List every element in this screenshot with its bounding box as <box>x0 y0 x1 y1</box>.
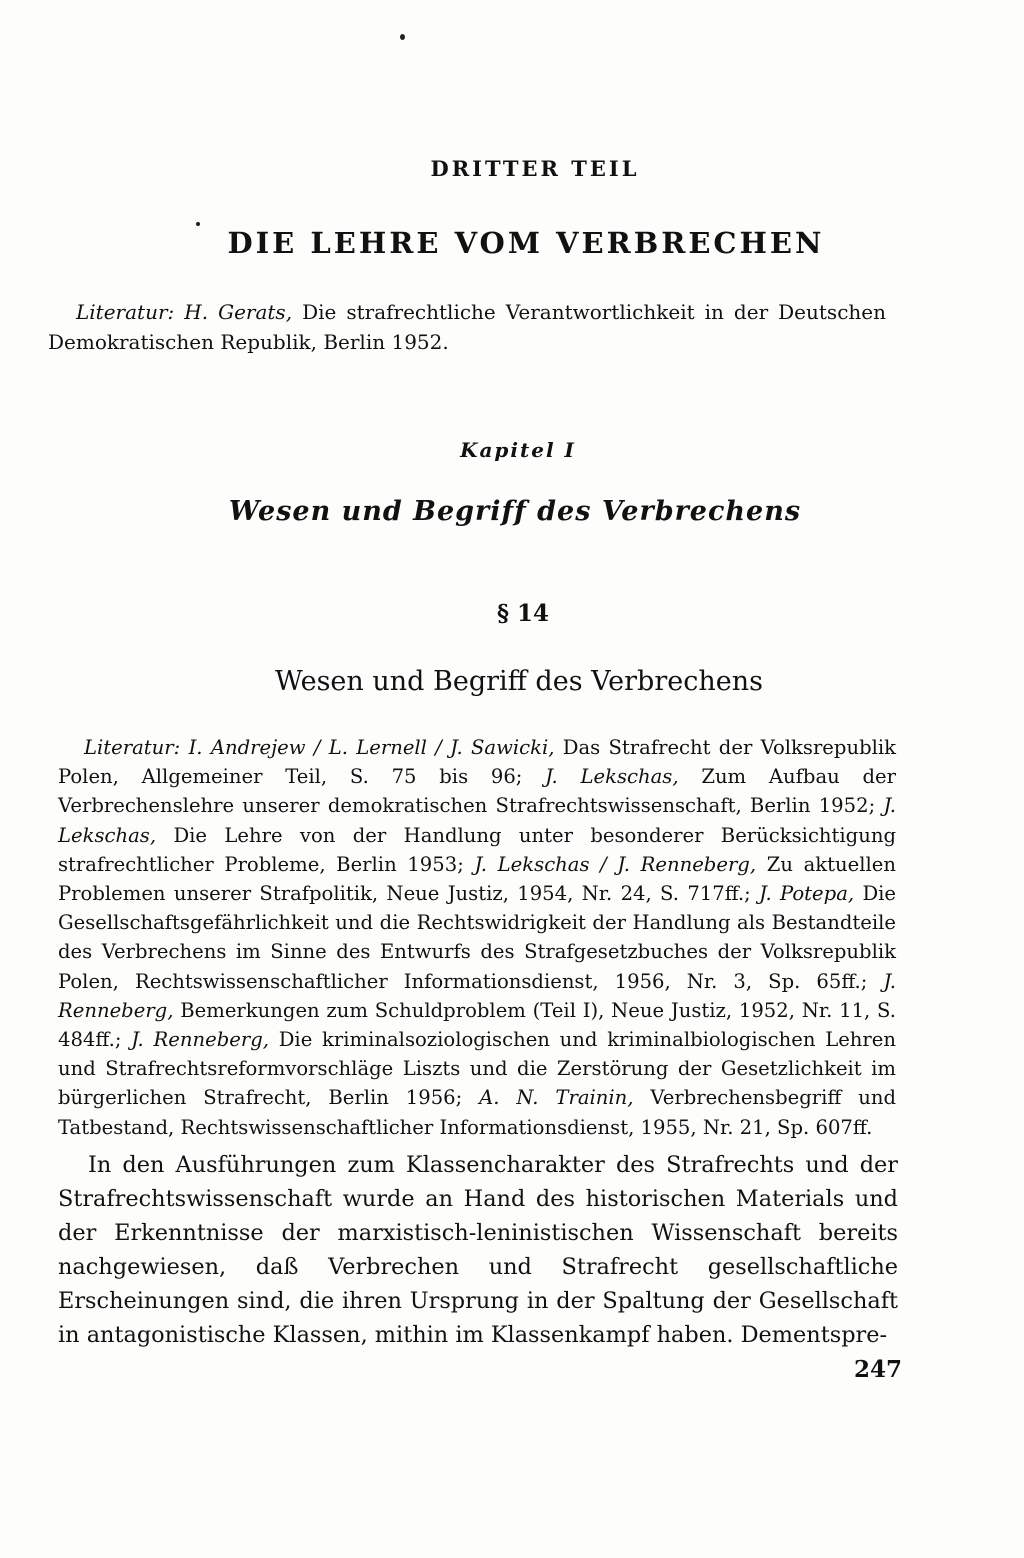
section-label: § 14 <box>496 600 550 627</box>
literature-entry-text: Bemerkungen zum Schuldproblem (Teil I), Neue Justiz, 1952, Nr. 11, S. 484ff.; <box>58 998 896 1052</box>
literature-entry-text: Verbrechensbegriff und Tatbestand, Rechtswissenschaftlicher Informationsdienst, 1955, Nr. 21, Sp. 607ff. <box>58 1086 896 1139</box>
print-speck <box>400 34 405 40</box>
chapter-label: Kapitel I <box>460 438 576 462</box>
literature-label: Literatur: <box>76 300 175 324</box>
literature-entry-text: Die Gesellschaftsgefährlichkeit und die Rechtswidrigkeit der Handlung als Bestandteile des Verbrechens im Sinne des Entwurfs des Strafgesetzbuches der Volksrepublik Polen, Rechtswissenschaftlicher Informationsdienst, 1956, Nr. 3, Sp. 65ff.; <box>58 882 897 993</box>
literature-label: Literatur: <box>84 736 181 759</box>
literature-author: A. N. Trainin, <box>479 1086 634 1110</box>
literature-author: J. Renneberg, <box>131 1028 269 1052</box>
literature-author: J. Lekschas, <box>545 765 679 789</box>
body-paragraph: In den Ausführungen zum Klassencharakter des Strafrechts und der Strafrechtswissenschaft wurde an Hand des historischen Materials und der Erkenntnisse der marxistisch-leninistischen Wissenschaft bereits nachgewiesen, daß Verbrechen und Strafrecht gesellschaftliche Erscheinungen sind, die ihren Ursprung in der Spaltung der Gesellschaft in antagonistische Klassen, mithin im Klassenkampf haben. Dementspre- <box>58 1152 898 1348</box>
literature-entry-text: Das Strafrecht der Volksrepublik Polen, Allgemeiner Teil, S. 75 bis 96; <box>58 736 897 789</box>
literature-author: H. Gerats, <box>184 300 293 324</box>
page-number: 247 <box>853 1356 902 1383</box>
literature-entry-text: Die Lehre von der Handlung unter besonderer Berücksichtigung strafrechtlicher Probleme, Berlin 1953; <box>58 823 896 876</box>
section-title: Wesen und Begriff des Verbrechens <box>275 666 763 697</box>
literature-author: J. Renneberg, <box>58 969 896 1022</box>
literature-text: Die strafrechtliche Verantwortlichkeit in der Deutschen Demokratischen Republik, Berlin 1952. <box>48 300 886 354</box>
chapter-title: Wesen und Begriff des Verbrechens <box>228 496 802 527</box>
literature-author: J. Lekschas / J. Renneberg, <box>474 852 757 876</box>
literature-author: J. Lekschas, <box>58 794 896 847</box>
part-title: DIE LEHRE VOM VERBRECHEN <box>227 226 825 260</box>
literature-entry-text: Zu aktuellen Problemen unserer Strafpolitik, Neue Justiz, 1954, Nr. 24, S. 717ff.; <box>58 852 897 906</box>
literature-entry-text: Die kriminalsoziologischen und kriminalbiologischen Lehren und Strafrechtsreformvorschläge Liszts und die Zerstörung der Gesetzlichkeit im bürgerlichen Strafrecht, Berlin 1956; <box>58 1028 896 1110</box>
literature-author: J. Potepa, <box>759 882 855 906</box>
literature-entry-text: Zum Aufbau der Verbrechenslehre unserer demokratischen Strafrechtswissenschaft, Berlin 1952; <box>58 765 897 818</box>
literature-author: I. Andrejew / L. Lernell / J. Sawicki, <box>188 736 555 759</box>
literature-note <box>48 298 886 357</box>
part-label: DRITTER TEIL <box>430 156 640 181</box>
section-literature-note <box>58 733 896 1142</box>
